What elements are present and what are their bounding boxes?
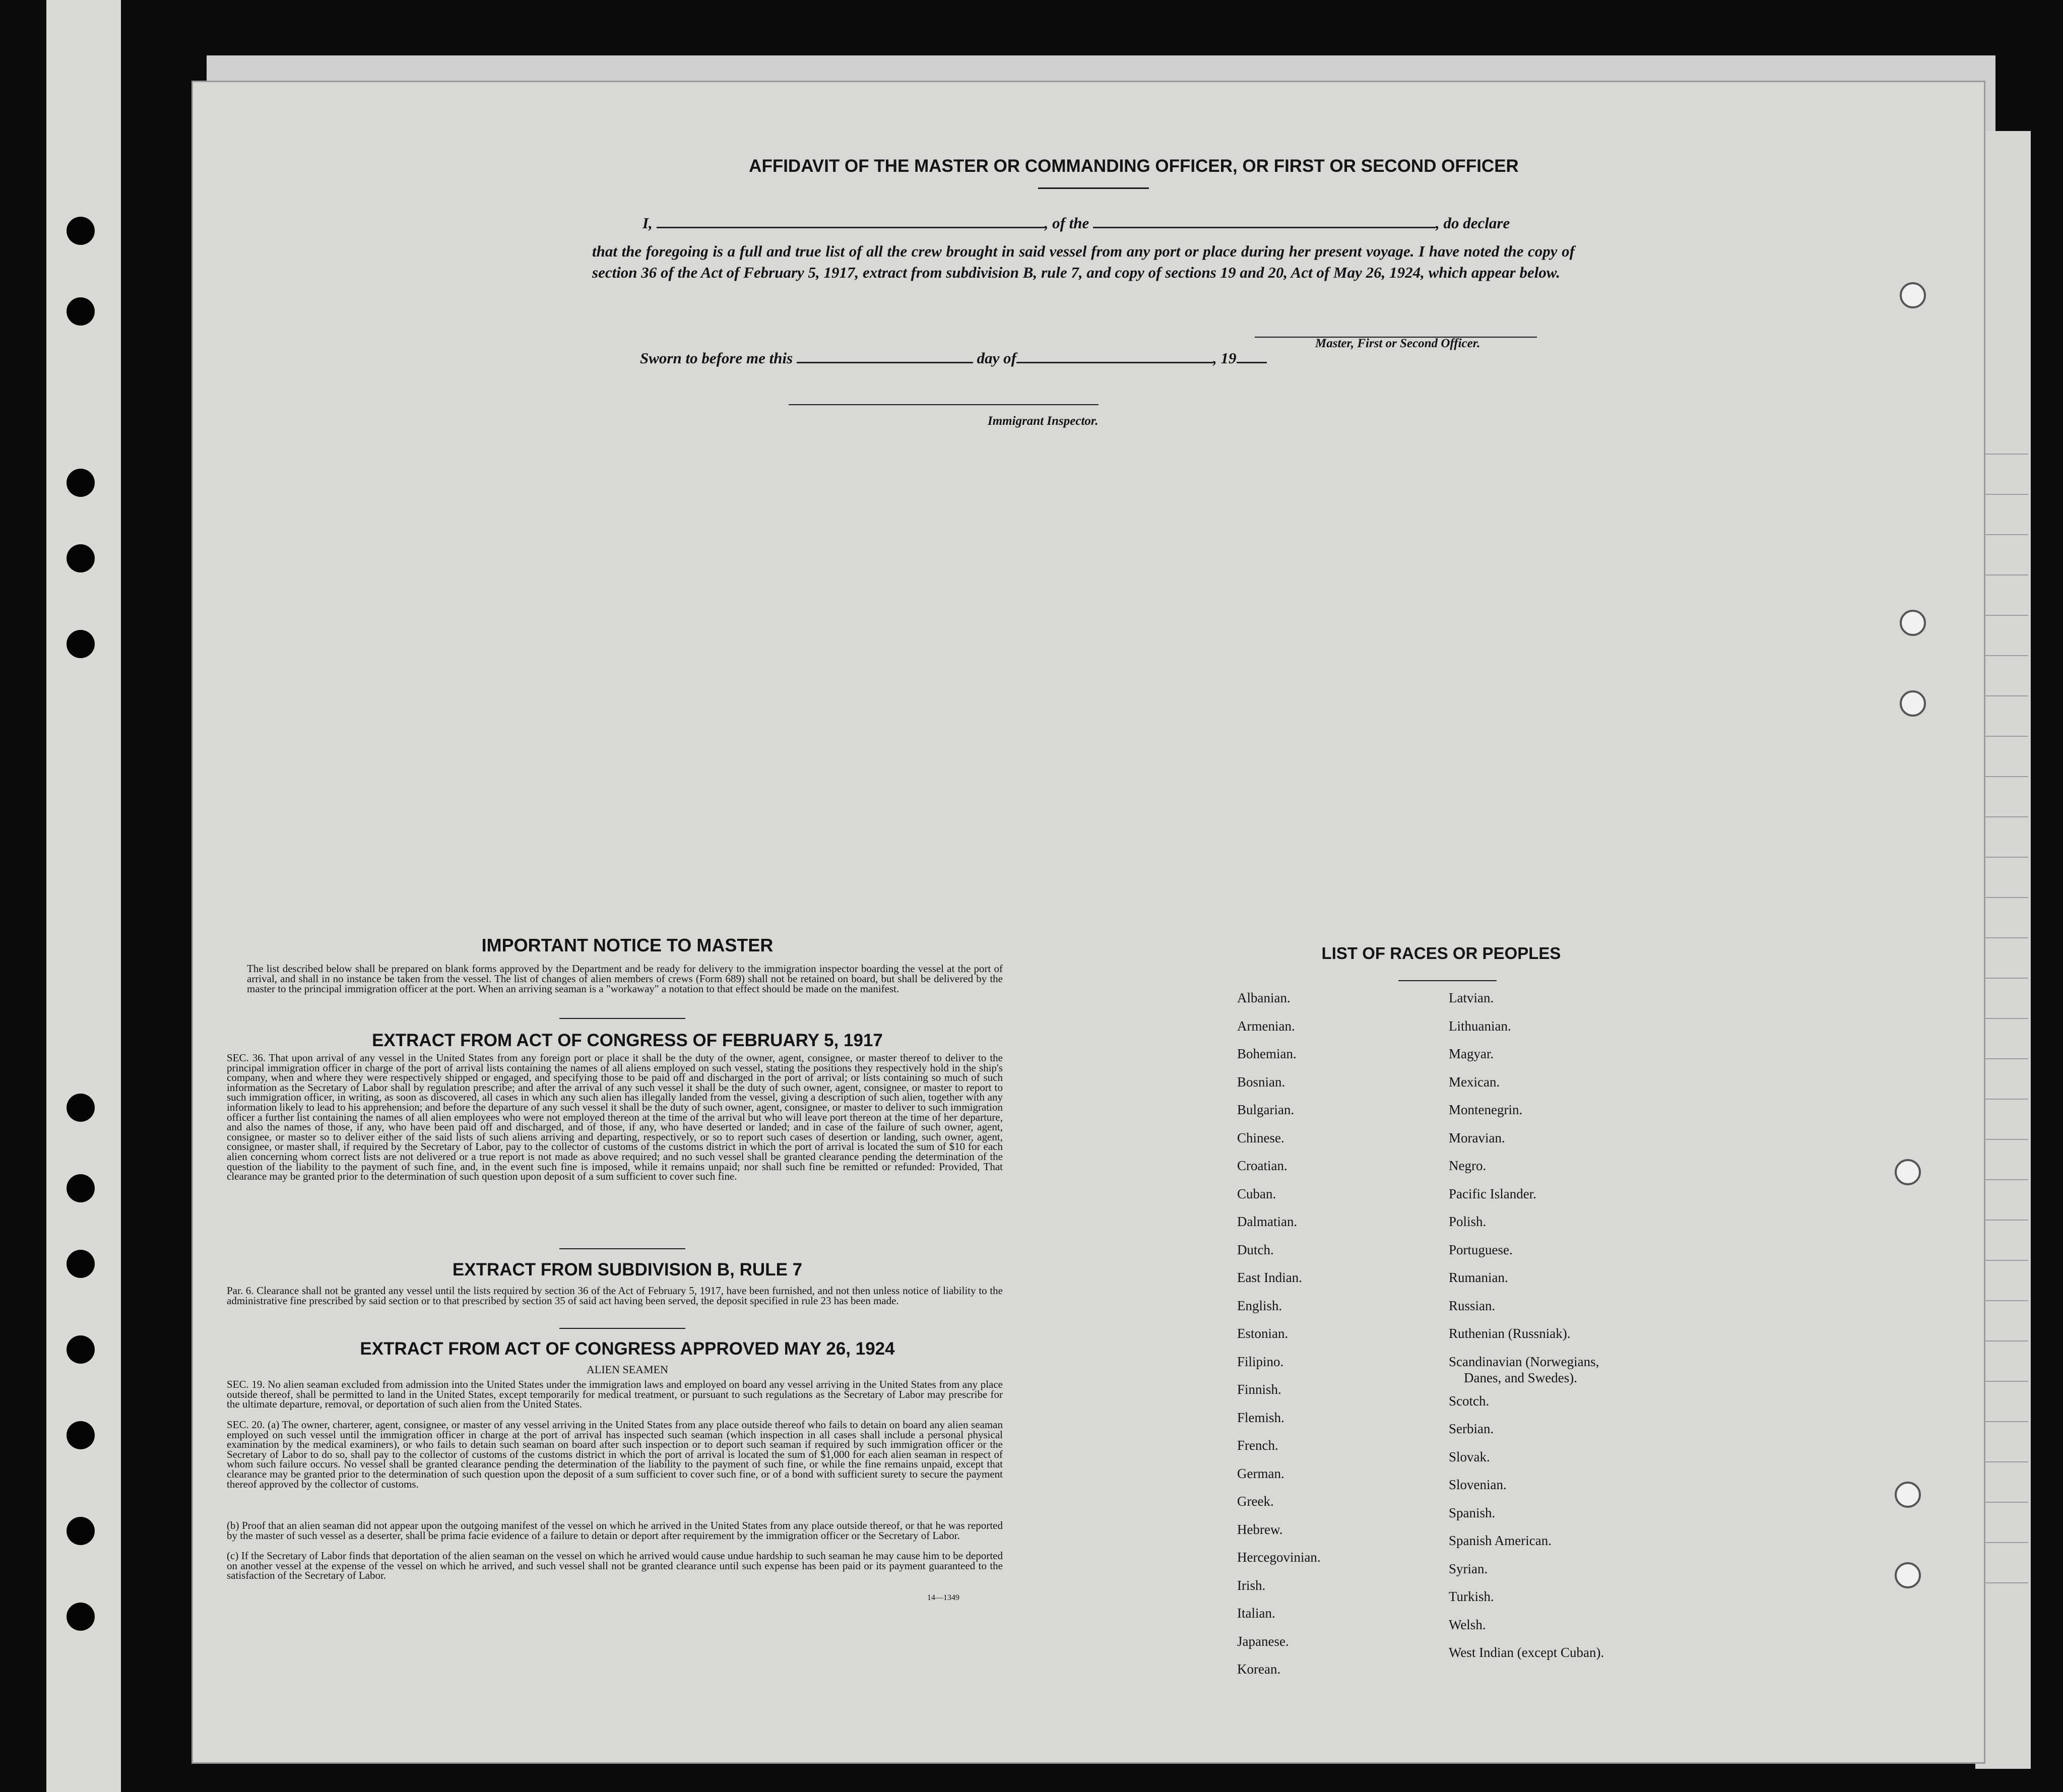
race-item: Finnish. bbox=[1237, 1382, 1281, 1397]
binder-hole bbox=[67, 1421, 95, 1449]
inspector-signature-line bbox=[789, 404, 1099, 405]
race-item: Albanian. bbox=[1237, 990, 1291, 1005]
race-item: Cuban. bbox=[1237, 1186, 1276, 1201]
notice-title: IMPORTANT NOTICE TO MASTER bbox=[481, 935, 773, 955]
race-item: Serbian. bbox=[1449, 1421, 1494, 1436]
sworn-line: Sworn to before me this day of , 19 bbox=[640, 349, 1345, 367]
section-divider bbox=[559, 1248, 685, 1249]
inspector-caption: Immigrant Inspector. bbox=[988, 414, 1099, 428]
race-item: Portuguese. bbox=[1449, 1242, 1513, 1257]
notice-body: The list described below shall be prepared on blank forms approved by the Department and be ready for delivery to the immigration inspector boarding the vessel at the port of arrival, and shall in no instance be taken from the vessel. The list of changes of alien members of crews (Form 689) shall not be retained on board, but shall be delivered by the master to the principal immigration officer at the port. When an arriving seaman is a "workaway" a notation to that effect should be made on the manifest. bbox=[247, 963, 1003, 995]
race-item: French. bbox=[1237, 1438, 1278, 1453]
race-item: Polish. bbox=[1449, 1214, 1487, 1229]
race-item: Estonian. bbox=[1237, 1326, 1288, 1341]
race-item: Mexican. bbox=[1449, 1074, 1500, 1090]
race-item: Japanese. bbox=[1237, 1633, 1289, 1649]
punch-hole bbox=[1900, 282, 1926, 308]
race-item: Greek. bbox=[1237, 1494, 1274, 1509]
race-item: Russian. bbox=[1449, 1298, 1496, 1313]
race-item: Dalmatian. bbox=[1237, 1214, 1298, 1229]
sec-20b-text: (b) Proof that an alien seaman did not appear upon the outgoing manifest of the vessel on which he arrived in the United States from any place outside thereof, or that he was reported by the master of such vessel as a deserter, shall be prima facie evidence of a failure to detain or deport after requirement by the immigration officer or the Secretary of Labor. bbox=[227, 1519, 1003, 1542]
race-item: Montenegrin. bbox=[1449, 1102, 1523, 1117]
punch-hole bbox=[1895, 1482, 1921, 1508]
race-item: Pacific Islander. bbox=[1449, 1186, 1536, 1201]
race-item: Magyar. bbox=[1449, 1046, 1494, 1061]
binder-hole bbox=[67, 630, 95, 658]
race-item: Latvian. bbox=[1449, 990, 1494, 1005]
race-item: West Indian (except Cuban). bbox=[1449, 1645, 1604, 1660]
punch-hole bbox=[1895, 1159, 1921, 1185]
races-title-rule bbox=[1398, 980, 1497, 981]
binder-hole bbox=[67, 1174, 95, 1202]
race-item: Welsh. bbox=[1449, 1617, 1486, 1632]
race-item: East Indian. bbox=[1237, 1270, 1302, 1285]
binder-hole bbox=[67, 217, 95, 245]
form-number: 14—1349 bbox=[927, 1593, 959, 1602]
race-item: Rumanian. bbox=[1449, 1270, 1508, 1285]
binder-hole bbox=[67, 544, 95, 572]
race-item: Bosnian. bbox=[1237, 1074, 1285, 1090]
race-item: Croatian. bbox=[1237, 1158, 1287, 1173]
race-item: Danes, and Swedes). bbox=[1464, 1370, 1577, 1385]
race-item: Spanish American. bbox=[1449, 1533, 1552, 1548]
binder-hole bbox=[67, 1094, 95, 1122]
race-item: Scandinavian (Norwegians, bbox=[1449, 1354, 1599, 1369]
race-item: Italian. bbox=[1237, 1606, 1275, 1621]
race-item: Korean. bbox=[1237, 1661, 1281, 1677]
binder-hole bbox=[67, 1603, 95, 1631]
race-item: Moravian. bbox=[1449, 1130, 1505, 1145]
races-title: LIST OF RACES OR PEOPLES bbox=[1321, 944, 1561, 963]
punch-hole bbox=[1900, 690, 1926, 717]
document-page bbox=[191, 81, 1985, 1764]
title-rule bbox=[1038, 187, 1149, 189]
race-item: Filipino. bbox=[1237, 1354, 1284, 1369]
sec-19-text: SEC. 19. No alien seaman excluded from admission into the United States under the immigration laws and employed on board any vessel arriving in the United States from any place outside thereof, shall be permitted to land in the United States, except temporarily for medical treatment, or pursuant to such regulations as the Secretary of Labor may prescribe for the ultimate departure, removal, or deportation of such alien from the United States. bbox=[227, 1378, 1003, 1411]
section-divider bbox=[559, 1328, 685, 1329]
extract-1917-title: EXTRACT FROM ACT OF CONGRESS OF FEBRUARY 5, 1917 bbox=[372, 1031, 883, 1050]
punch-hole bbox=[1900, 610, 1926, 636]
extract-1924-title: EXTRACT FROM ACT OF CONGRESS APPROVED MAY 26, 1924 bbox=[360, 1339, 895, 1359]
section-divider bbox=[559, 1018, 685, 1019]
affidavit-declaration-line: I, , of the , do declare bbox=[642, 214, 1510, 232]
extract-1924-subtitle: ALIEN SEAMEN bbox=[587, 1363, 668, 1376]
subdivision-b-body: Par. 6. Clearance shall not be granted any vessel until the lists required by section 36 of the Act of February 5, 1917, have been furnished, and not then unless notice of liability to the administrative fine prescribed by said section or to that prescribed by section 35 of said act having been served, the deposit specified in rule 23 has been made. bbox=[227, 1285, 1003, 1307]
binder-hole bbox=[67, 1517, 95, 1545]
race-item: Chinese. bbox=[1237, 1130, 1284, 1145]
race-item: Armenian. bbox=[1237, 1018, 1295, 1034]
race-item: Ruthenian (Russniak). bbox=[1449, 1326, 1571, 1341]
binder-hole bbox=[67, 1250, 95, 1278]
binder-hole bbox=[67, 469, 95, 497]
race-item: Bulgarian. bbox=[1237, 1102, 1295, 1117]
race-item: Lithuanian. bbox=[1449, 1018, 1511, 1034]
race-item: Slovak. bbox=[1449, 1449, 1490, 1464]
race-item: Syrian. bbox=[1449, 1561, 1488, 1576]
sec-20c-text: (c) If the Secretary of Labor finds that deportation of the alien seaman on the vessel on which he arrived would cause undue hardship to such seaman he may cause him to be deported on another vessel at the expense of the vessel on which he arrived, and such vessel shall not be granted clearance until such expense has been paid or its payment guaranteed to the satisfaction of the Secretary of Labor. bbox=[227, 1550, 1003, 1582]
sec-20a-text: SEC. 20. (a) The owner, charterer, agent, consignee, or master of any vessel arriving in the United States from any place outside thereof who fails to detain on board any alien seaman employed on such vessel until the immigration officer in charge at the port of arrival has inspected such seaman (which inspection in all cases shall include a personal physical examination by the medical examiners), or who fails to detain such seaman on board after such inspection or to deport such seaman if required by such immigration officer or the Secretary of Labor to do so, shall pay to the collector of customs of the customs district in which the port of arrival is located the sum of $1,000 for each alien seaman in respect of whom such failure occurs. No vessel shall be granted clearance pending the determination of the liability to the payment of such fine, or while the fine remains unpaid, except that clearance may be granted prior to the determination of such question upon the deposit of a sum sufficient to cover such fine, or of a bond with sufficient surety to secure the payment thereof approved by the collector of customs. bbox=[227, 1419, 1003, 1490]
affidavit-title: AFFIDAVIT OF THE MASTER OR COMMANDING OFFICER, OR FIRST OR SECOND OFFICER bbox=[749, 156, 1519, 176]
race-item: Flemish. bbox=[1237, 1410, 1284, 1425]
race-item: Slovenian. bbox=[1449, 1477, 1507, 1492]
punch-hole bbox=[1895, 1562, 1921, 1588]
race-item: Dutch. bbox=[1237, 1242, 1274, 1257]
subdivision-b-title: EXTRACT FROM SUBDIVISION B, RULE 7 bbox=[452, 1260, 803, 1279]
race-item: Bohemian. bbox=[1237, 1046, 1297, 1061]
binder-hole bbox=[67, 1335, 95, 1364]
affidavit-body: that the foregoing is a full and true list of all the crew brought in said vessel from any port or place during her present voyage. I have noted the copy of section 36 of the Act of February 5, 1917, extract from subdivision B, rule 7, and copy of sections 19 and 20, Act of May 26, 1924, which appear below. bbox=[592, 242, 1575, 281]
race-item: Scotch. bbox=[1449, 1393, 1490, 1409]
race-item: Negro. bbox=[1449, 1158, 1487, 1173]
race-item: Spanish. bbox=[1449, 1505, 1496, 1520]
race-item: German. bbox=[1237, 1465, 1284, 1481]
race-item: Hebrew. bbox=[1237, 1521, 1283, 1537]
binder-hole bbox=[67, 297, 95, 326]
extract-1917-body: SEC. 36. That upon arrival of any vessel in the United States from any foreign port or place it shall be the duty of the owner, agent, consignee, or master thereof to deliver to the principal immigration officer in charge of the port of arrival lists containing the names of all aliens employed on such vessel, stating the positions they respectively hold in the ship's company, when and where they were respectively shipped or engaged, and specifying those to be paid off and discharged in the port of arrival; or lists containing so much of such information as the Secretary of Labor shall by regulation prescribe; and after the arrival of any such vessel it shall be the duty of such owner, agent, consignee, or master to report to such immigration officer, in writing, as soon as discovered, all cases in which any such alien has illegally landed from the vessel, giving a description of such alien, together with any information likely to lead to his apprehension; and before the departure of any such vessel it shall be the duty of such owner, agent, consignee, or master to deliver to such immigration officer a further list containing the names of all alien employees who were not employed thereon at the time of the arrival but who will leave port thereon at the time of her departure, and also the names of those, if any, who have been paid off and discharged, and of those, if any, who have deserted or landed; and in case of the failure of such owner, agent, consignee, or master so to deliver either of the said lists of such aliens arriving and departing, respectively, or so to report such cases of desertion or landing, such owner, agent, consignee, or master shall, if required by the Secretary of Labor, pay to the collector of customs of the customs district in which the port of arrival is located the sum of $10 for each alien concerning whom correct lists are not delivered or a true report is not made as above required; and no such vessel shall be granted clearance pending the determination of the question of the liability to the payment of such fine, and, in the event such fine is imposed, while it remains unpaid; nor shall such fine be remitted or refunded: Provided, That clearance may be granted prior to the determination of such question upon deposit of a sum sufficient to cover such fine. bbox=[227, 1052, 1003, 1183]
master-caption: Master, First or Second Officer. bbox=[1315, 337, 1480, 350]
race-item: Hercegovinian. bbox=[1237, 1550, 1321, 1565]
race-item: Irish. bbox=[1237, 1577, 1266, 1593]
race-item: Turkish. bbox=[1449, 1589, 1494, 1604]
race-item: English. bbox=[1237, 1298, 1282, 1313]
